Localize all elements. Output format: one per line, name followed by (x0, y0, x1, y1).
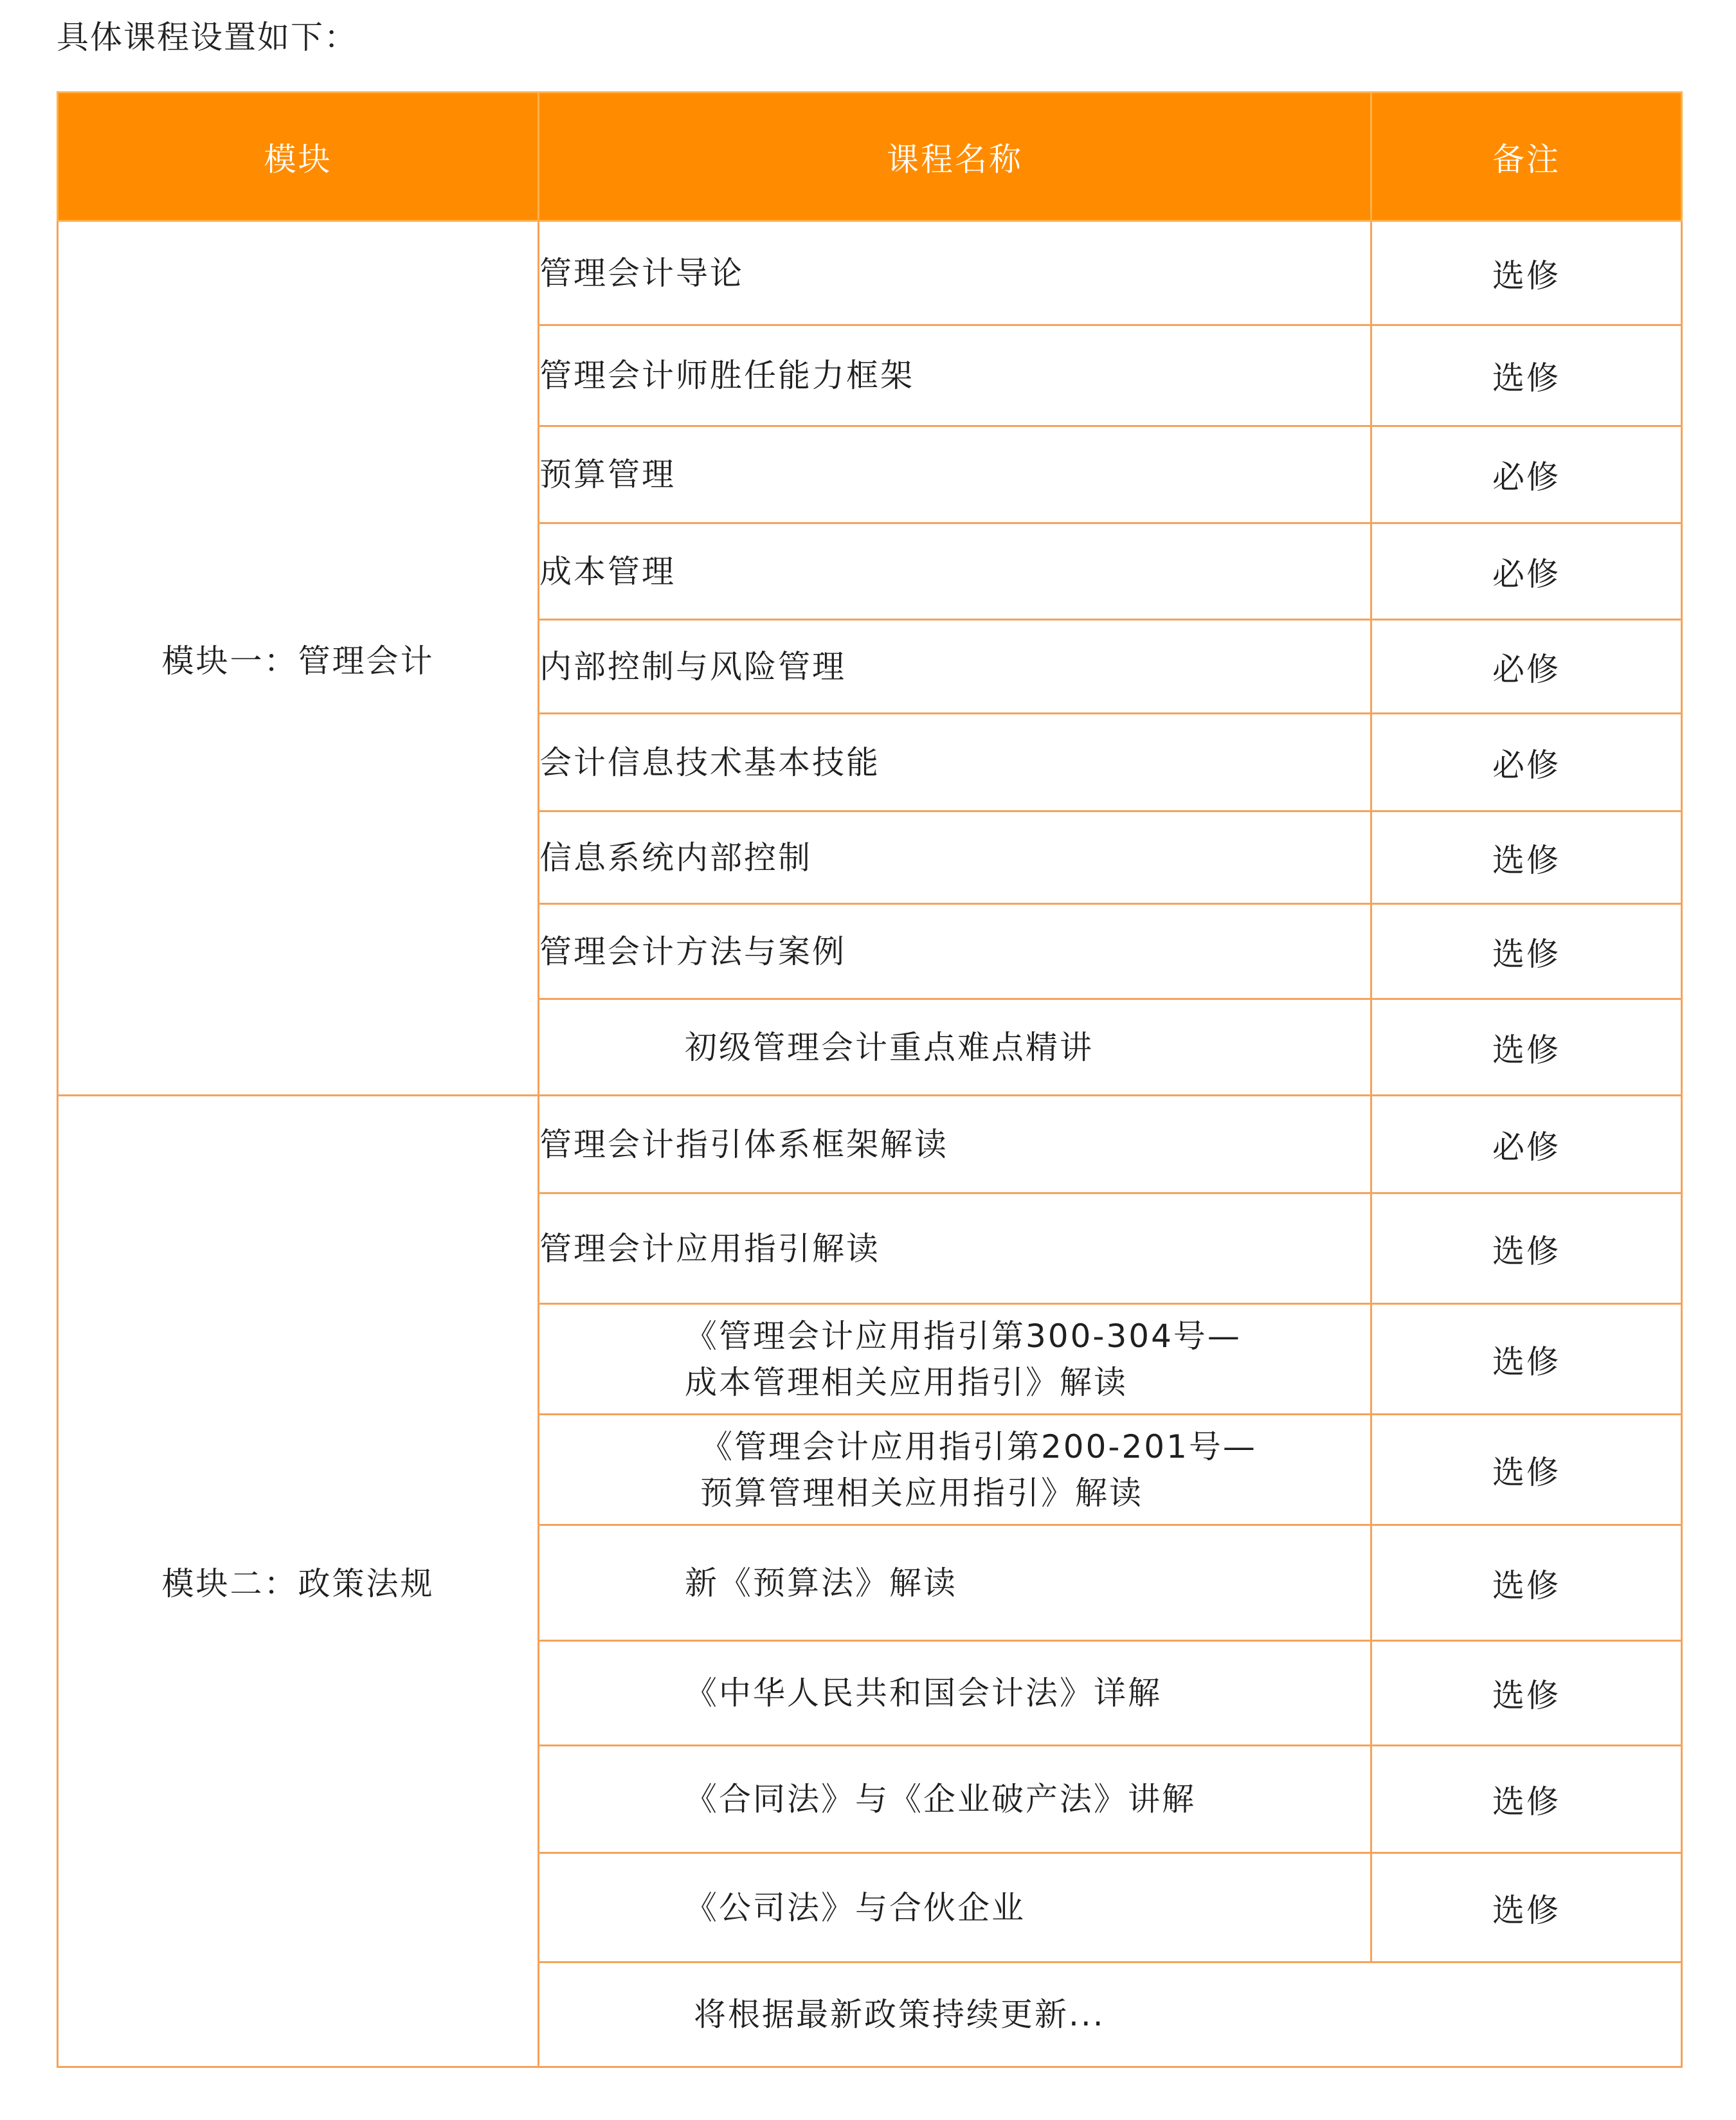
note-cell: 选修 (1371, 1415, 1682, 1525)
course-cell: 内部控制与风险管理 (539, 620, 1371, 714)
note-cell: 选修 (1371, 1525, 1682, 1641)
note-cell: 选修 (1371, 1193, 1682, 1304)
course-cell: 《合同法》与《企业破产法》讲解 (539, 1746, 1371, 1853)
note-cell: 必修 (1371, 714, 1682, 811)
course-line-1: 《管理会计应用指引第300-304号— (685, 1317, 1242, 1355)
note-cell: 选修 (1371, 811, 1682, 904)
table-row (58, 221, 1682, 325)
course-line-2: 预算管理相关应用指引》解读 (700, 1474, 1143, 1512)
course-cell: 管理会计方法与案例 (539, 904, 1371, 999)
course-cell (539, 1304, 1371, 1415)
course-cell (539, 1415, 1371, 1525)
module-cell-2: 模块二：政策法规 (58, 1096, 539, 2067)
course-table (57, 91, 1683, 2068)
note-cell: 选修 (1371, 325, 1682, 426)
course-cell: 成本管理 (539, 523, 1371, 620)
course-cell: 管理会计师胜任能力框架 (539, 325, 1371, 426)
course-cell: 《公司法》与合伙企业 (539, 1853, 1371, 1962)
course-cell: 管理会计指引体系框架解读 (539, 1096, 1371, 1193)
note-cell: 选修 (1371, 999, 1682, 1096)
course-cell: 信息系统内部控制 (539, 811, 1371, 904)
note-cell: 选修 (1371, 1641, 1682, 1746)
header-note: 备注 (1371, 93, 1682, 221)
table-row (58, 1096, 1682, 1193)
module-cell-1: 模块一：管理会计 (58, 221, 539, 1096)
header-module: 模块 (58, 93, 539, 221)
note-cell: 必修 (1371, 1096, 1682, 1193)
note-cell: 选修 (1371, 904, 1682, 999)
intro-text: 具体课程设置如下： (57, 19, 357, 56)
note-cell: 选修 (1371, 1746, 1682, 1853)
note-cell: 必修 (1371, 620, 1682, 714)
course-line-2: 成本管理相关应用指引》解读 (685, 1363, 1128, 1401)
course-cell: 预算管理 (539, 426, 1371, 523)
note-cell: 选修 (1371, 1304, 1682, 1415)
course-cell: 将根据最新政策持续更新... (539, 1962, 1682, 2067)
course-cell: 管理会计应用指引解读 (539, 1193, 1371, 1304)
header-course: 课程名称 (539, 93, 1371, 221)
table-header-row (58, 93, 1682, 221)
note-cell: 必修 (1371, 426, 1682, 523)
course-cell: 会计信息技术基本技能 (539, 714, 1371, 811)
course-cell: 新《预算法》解读 (539, 1525, 1371, 1641)
note-cell: 选修 (1371, 221, 1682, 325)
course-cell: 初级管理会计重点难点精讲 (539, 999, 1371, 1096)
course-line-1: 《管理会计应用指引第200-201号— (700, 1427, 1257, 1465)
course-cell: 管理会计导论 (539, 221, 1371, 325)
note-cell: 必修 (1371, 523, 1682, 620)
course-cell: 《中华人民共和国会计法》详解 (539, 1641, 1371, 1746)
note-cell: 选修 (1371, 1853, 1682, 1962)
